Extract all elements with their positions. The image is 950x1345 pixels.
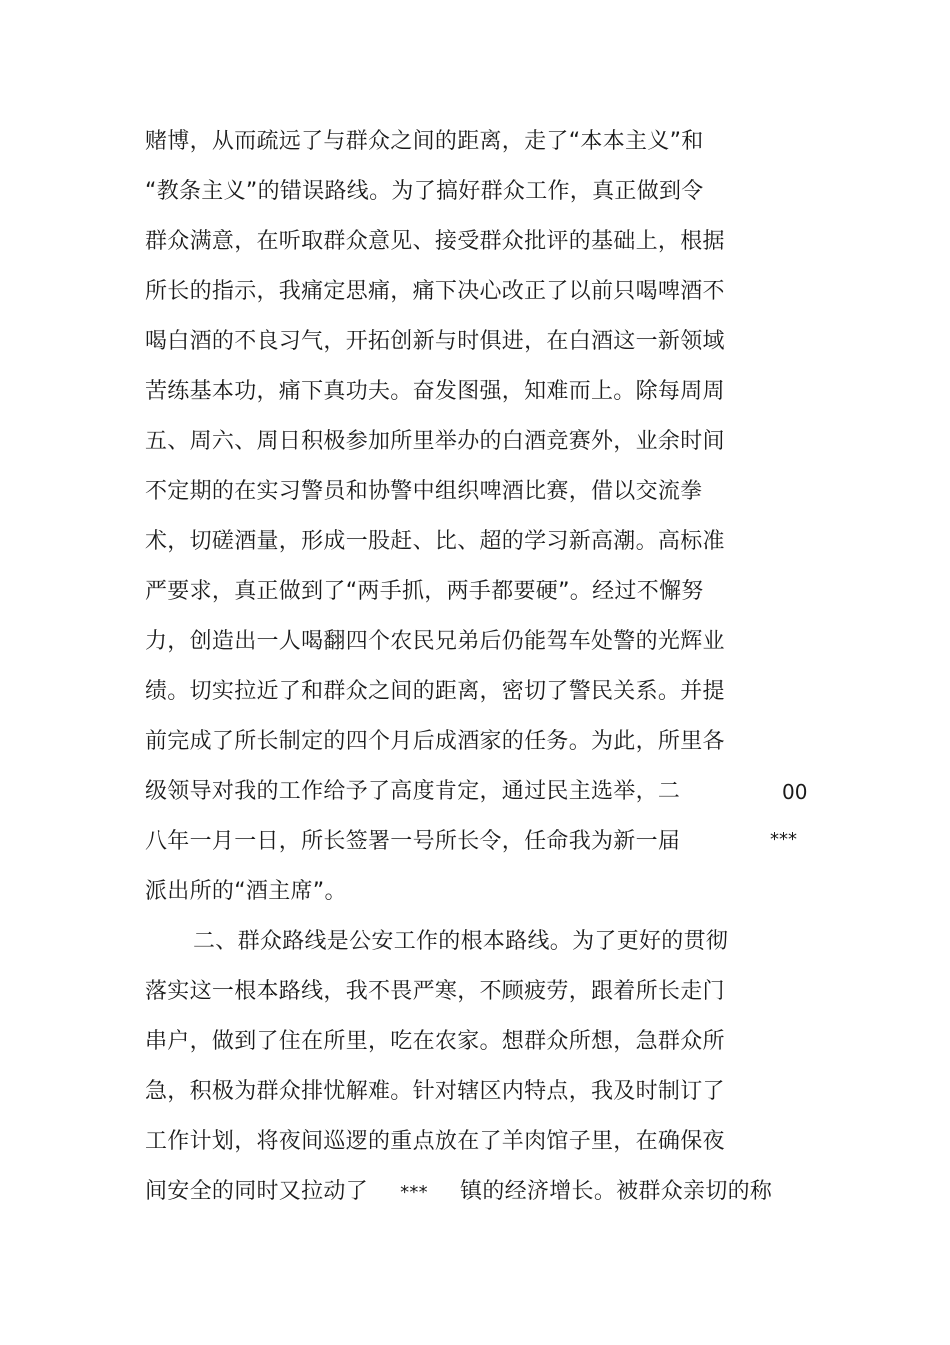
text-line-7: 五、周六、周日积极参加所里举办的白酒竞赛外，业余时间 [145, 429, 725, 454]
name-mask-mark: *** [770, 829, 797, 850]
text-line-8: 不定期的在实习警员和协警中组织啤酒比赛，借以交流拳 [145, 479, 703, 504]
text-line-11: 力，创造出一人喝翻四个农民兄弟后仍能驾车处警的光辉业 [145, 629, 725, 654]
paragraph-2-line-1: 二、群众路线是公安工作的根本路线。为了更好的贯彻 [193, 929, 729, 954]
text-line-6: 苦练基本功，痛下真功夫。奋发图强，知难而上。除每周周 [145, 379, 725, 404]
text-line-15: 八年一月一日，所长签署一号所长令，任命我为新一届 [145, 829, 681, 854]
year-suffix-mark: 00 [782, 780, 808, 804]
text-line-5: 喝白酒的不良习气，开拓创新与时俱进，在白酒这一新领域 [145, 329, 725, 354]
text-line-4: 所长的指示，我痛定思痛，痛下决心改正了以前只喝啤酒不 [145, 279, 725, 304]
text-line-9: 术，切磋酒量，形成一股赶、比、超的学习新高潮。高标准 [145, 529, 725, 554]
text-line-22-end: 镇的经济增长。被群众亲切的称 [460, 1179, 773, 1204]
text-line-14: 级领导对我的工作给予了高度肯定，通过民主选举，二 [145, 779, 681, 804]
text-line-22 [145, 1178, 772, 1207]
text-line-1: 赌博，从而疏远了与群众之间的距离，走了“本本主义”和 [145, 129, 704, 154]
text-line-22-start: 间安全的同时又拉动了 [145, 1179, 369, 1204]
text-line-13: 前完成了所长制定的四个月后成酒家的任务。为此，所里各 [145, 729, 725, 754]
text-line-12: 绩。切实拉近了和群众之间的距离，密切了警民关系。并提 [145, 679, 725, 704]
town-mask-mark: *** [400, 1182, 428, 1203]
text-line-21: 工作计划，将夜间巡逻的重点放在了羊肉馆子里，在确保夜 [145, 1129, 725, 1154]
text-line-3: 群众满意，在听取群众意见、接受群众批评的基础上，根据 [145, 229, 725, 254]
text-line-20: 急，积极为群众排忧解难。针对辖区内特点，我及时制订了 [145, 1079, 725, 1104]
text-line-16: 派出所的“酒主席”。 [145, 879, 347, 904]
text-line-19: 串户，做到了住在所里，吃在农家。想群众所想，急群众所 [145, 1029, 725, 1054]
text-line-2: “教条主义”的错误路线。为了搞好群众工作，真正做到令 [145, 179, 704, 204]
text-line-18: 落实这一根本路线，我不畏严寒，不顾疲劳，跟着所长走门 [145, 979, 725, 1004]
text-line-10: 严要求，真正做到了“两手抓，两手都要硬”。经过不懈努 [145, 579, 704, 604]
